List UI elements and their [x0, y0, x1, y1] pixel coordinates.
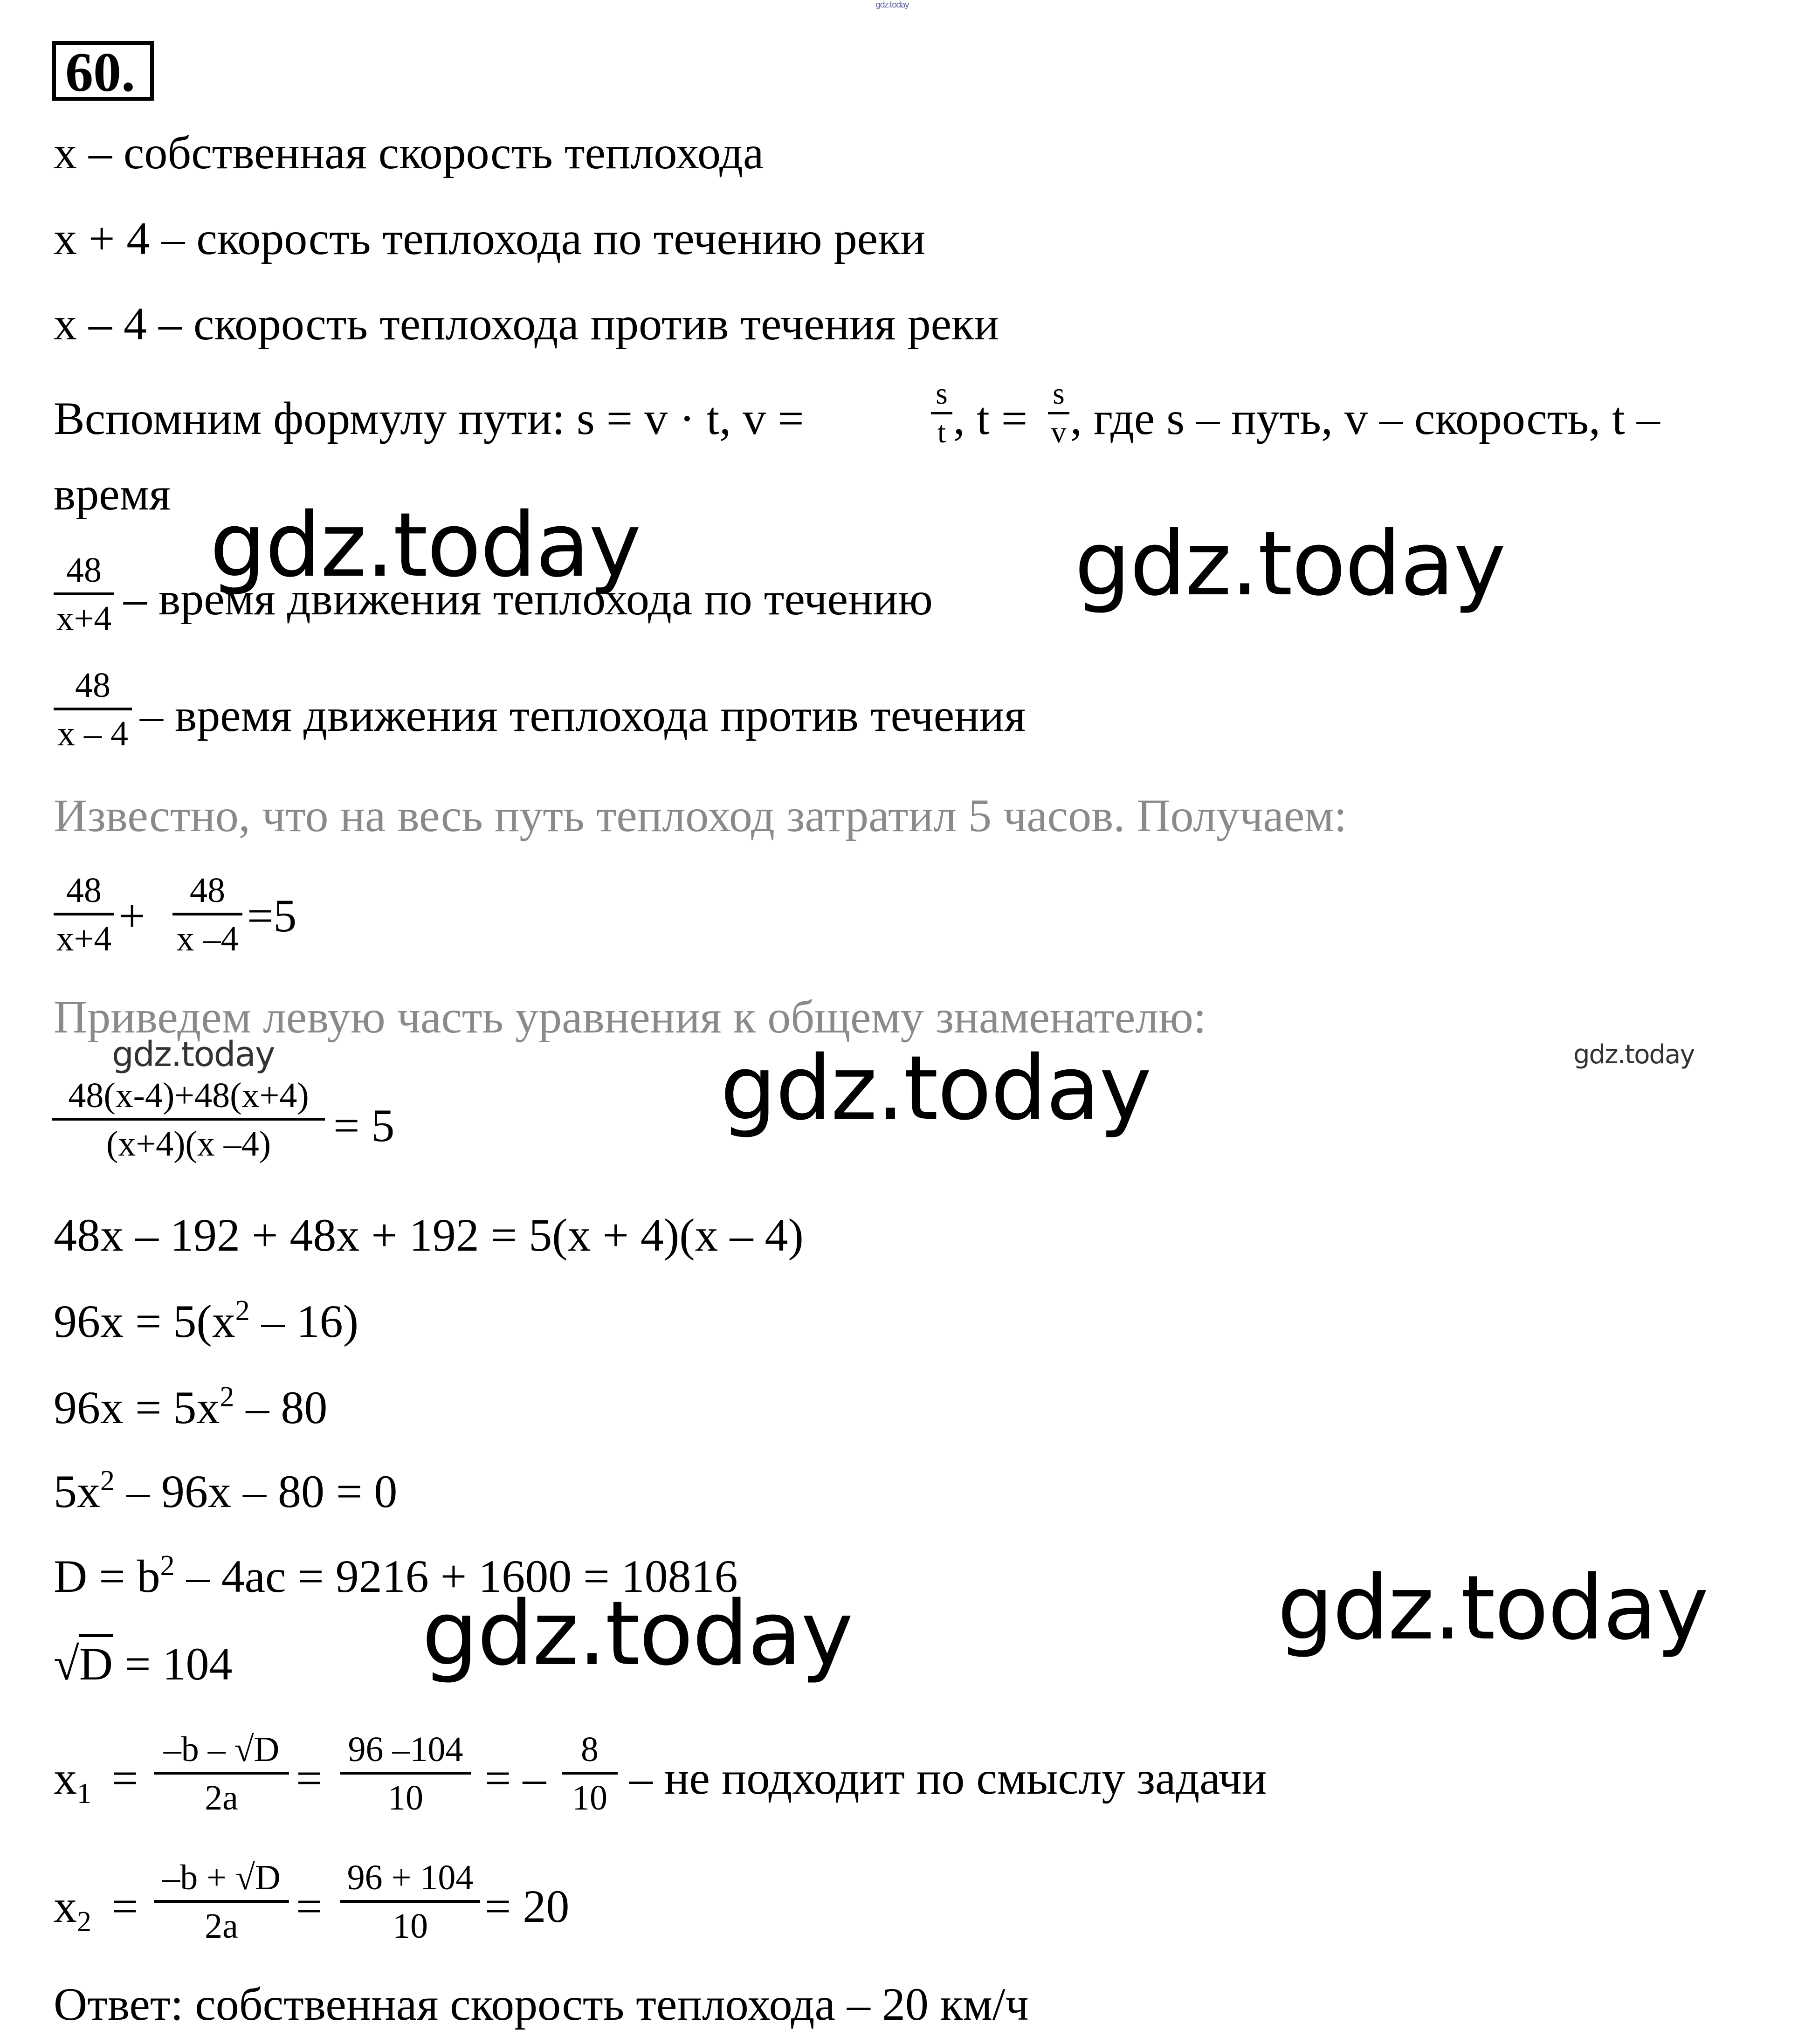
line-common-denominator: Приведем левую часть уравнения к общему знаменателю: [54, 991, 1206, 1043]
plus-sign: + [119, 890, 145, 942]
line-time-downstream: – время движения теплохода по течению [124, 573, 933, 625]
x1-equals-3: = – [485, 1752, 546, 1804]
x1-equals: = [112, 1752, 138, 1804]
fraction-denominator: x –4 [176, 919, 239, 958]
fraction-48-over-x-minus-4 [54, 668, 132, 751]
fraction-denominator: 10 [388, 1778, 423, 1817]
line-96x-eq-a [54, 1295, 359, 1347]
exponent: 2 [235, 1295, 250, 1327]
fraction-denominator: v [1051, 415, 1067, 449]
fraction-numerator: 96 –104 [340, 1732, 471, 1775]
line-own-speed: x – собственная скорость теплохода [54, 127, 764, 179]
x2-fraction-values [340, 1860, 480, 1944]
x2-equals: = [112, 1880, 138, 1932]
exponent: 2 [220, 1381, 234, 1413]
fraction-s-over-t [931, 379, 952, 448]
fraction-denominator: x+4 [56, 919, 112, 958]
exponent: 2 [160, 1550, 175, 1582]
sqrt-sign: √ [54, 1638, 79, 1690]
x2-fraction-formula [154, 1860, 289, 1944]
problem-number: 60. [65, 41, 135, 103]
exponent: 2 [100, 1465, 115, 1497]
fraction-denominator: t [937, 415, 946, 449]
fraction-combined [52, 1078, 325, 1162]
line-quadratic [54, 1465, 398, 1517]
line-time: время [54, 468, 171, 520]
watermark-top: gdz.today [875, 0, 909, 10]
watermark-gdz-today: gdz.today [1573, 1039, 1695, 1070]
subscript: 1 [77, 1778, 91, 1810]
fraction-numerator: 48 [172, 873, 242, 915]
watermark-gdz-today: gdz.today [1075, 512, 1505, 615]
fraction-numerator: 48 [54, 873, 114, 915]
x2-equals-2: = [296, 1880, 323, 1932]
fraction-denominator: 2a [205, 1778, 238, 1817]
line-96x-eq-b [54, 1381, 328, 1433]
watermark-gdz-today: gdz.today [210, 494, 641, 597]
fraction-numerator: –b – √D [154, 1732, 289, 1775]
text-part: D = b [54, 1550, 160, 1602]
fraction-48-over-x-minus-4-eq [172, 873, 242, 957]
watermark-gdz-today: gdz.today [1277, 1556, 1708, 1659]
text-part: = 104 [113, 1638, 233, 1690]
fraction-numerator: s [931, 379, 952, 414]
line-sqrt-d [54, 1638, 233, 1690]
line-path-formula-c: , где s – путь, v – скорость, t – [1070, 392, 1660, 444]
radicand: D [79, 1634, 113, 1690]
watermark-gdz-today: gdz.today [112, 1034, 275, 1074]
watermark-gdz-today: gdz.today [422, 1582, 853, 1685]
x1-fraction-formula [154, 1732, 289, 1816]
text-part: – 80 [234, 1382, 328, 1433]
fraction-denominator: 10 [572, 1778, 607, 1817]
text-part: 96x = 5(x [54, 1295, 235, 1347]
equals-five: =5 [247, 890, 297, 942]
variable: x [54, 1752, 77, 1804]
fraction-numerator: 48 [54, 668, 132, 710]
subscript: 2 [77, 1906, 91, 1938]
fraction-s-over-v [1048, 379, 1069, 448]
x2-lhs [54, 1880, 91, 1938]
x1-equals-2: = [296, 1752, 323, 1804]
line-time-upstream: – время движения теплохода против течения [140, 689, 1026, 741]
x1-fraction-result [562, 1732, 618, 1816]
fraction-numerator: 96 + 104 [340, 1860, 480, 1903]
text-part: 5x [54, 1466, 100, 1517]
fraction-denominator: 10 [393, 1906, 428, 1946]
fraction-numerator: 8 [562, 1732, 618, 1775]
answer-line: Ответ: собственная скорость теплохода – 20 км/ч [54, 1978, 1029, 2030]
watermark-gdz-today: gdz.today [720, 1037, 1151, 1140]
x1-fraction-values [340, 1732, 471, 1816]
text-part: – 16) [249, 1295, 359, 1347]
line-expanded: 48x – 192 + 48x + 192 = 5(x + 4)(x – 4) [54, 1209, 804, 1261]
fraction-48-over-x-plus-4 [54, 552, 114, 636]
x1-rejected-note: – не подходит по смыслу задачи [629, 1752, 1267, 1804]
line-path-formula-a: Вспомним формулу пути: s = v · t, v = [54, 392, 804, 444]
x2-result: = 20 [485, 1880, 570, 1932]
line-upstream-speed: x – 4 – скорость теплохода против течения реки [54, 298, 999, 350]
fraction-denominator: x – 4 [57, 714, 128, 753]
line-known-total-time: Известно, что на весь путь теплоход затратил 5 часов. Получаем: [54, 790, 1347, 841]
fraction-numerator: 48 [54, 552, 114, 595]
fraction-48-over-x-plus-4-eq [54, 873, 114, 957]
variable: x [54, 1880, 77, 1932]
fraction-denominator: x+4 [56, 599, 112, 638]
fraction-denominator: 2a [205, 1906, 238, 1946]
equals-five-combined: = 5 [333, 1100, 395, 1151]
fraction-numerator: s [1048, 379, 1069, 414]
text-part: 96x = 5x [54, 1382, 220, 1433]
fraction-denominator: (x+4)(x –4) [106, 1124, 271, 1163]
text-part: – 96x – 80 = 0 [115, 1466, 398, 1517]
x1-lhs [54, 1752, 91, 1810]
fraction-numerator: –b + √D [154, 1860, 289, 1903]
text-part: – 4ac = 9216 + 1600 = 10816 [174, 1550, 738, 1602]
line-path-formula-b: , t = [953, 392, 1028, 444]
line-downstream-speed: x + 4 – скорость теплохода по течению реки [54, 213, 926, 264]
fraction-numerator: 48(x-4)+48(x+4) [52, 1078, 325, 1121]
